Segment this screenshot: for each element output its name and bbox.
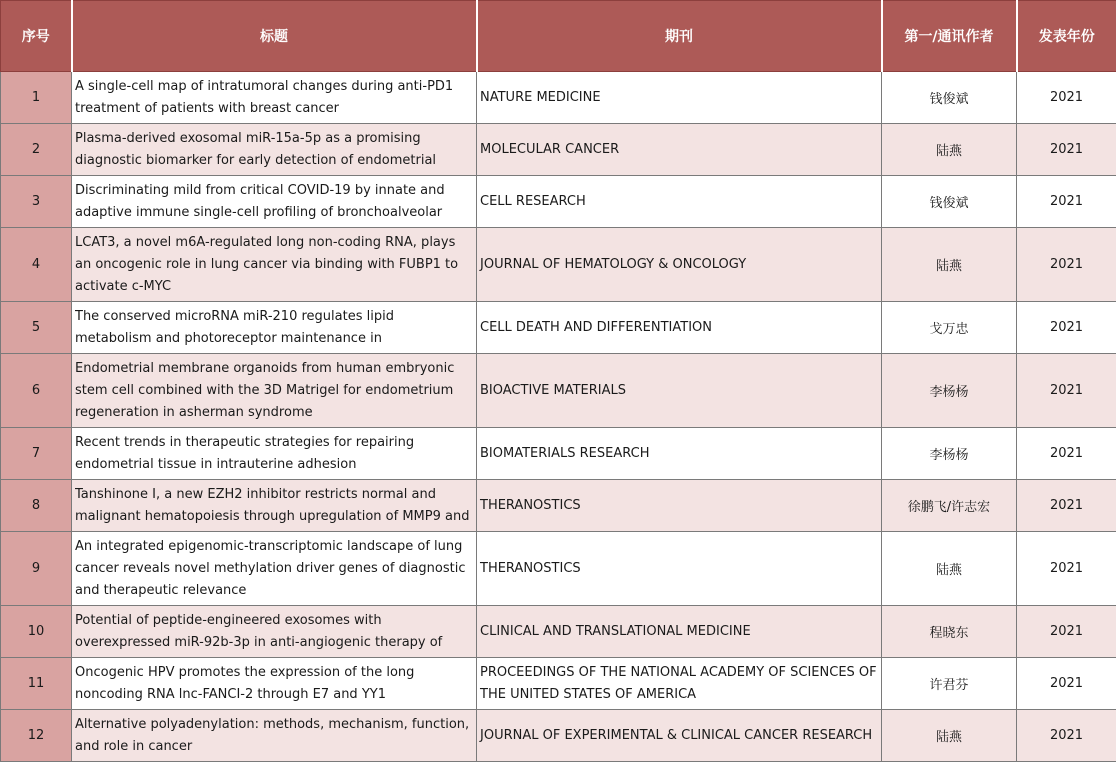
journal-name-cell xyxy=(477,72,882,124)
journal-name-cell xyxy=(477,480,882,532)
journal-name: BIOACTIVE MATERIALS xyxy=(480,383,626,398)
header-author: 第一/通讯作者 xyxy=(882,1,1017,72)
author-name-cell xyxy=(882,710,1017,762)
author-name: 陆燕 xyxy=(936,259,962,274)
author-name: 钱俊斌 xyxy=(929,196,968,211)
row-number: 6 xyxy=(32,383,40,398)
journal-name: BIOMATERIALS RESEARCH xyxy=(480,446,649,461)
author-name-cell xyxy=(882,532,1017,606)
row-number-cell xyxy=(1,176,72,228)
header-year: 发表年份 xyxy=(1017,1,1116,72)
publication-year: 2021 xyxy=(1050,383,1083,398)
publication-year: 2021 xyxy=(1050,257,1083,272)
author-name-cell xyxy=(882,302,1017,354)
author-name-cell xyxy=(882,72,1017,124)
paper-title-cell xyxy=(72,302,477,354)
row-number-cell xyxy=(1,354,72,428)
table-row xyxy=(1,72,1116,124)
author-name: 李杨杨 xyxy=(929,385,968,400)
publication-year: 2021 xyxy=(1050,320,1083,335)
row-number-cell xyxy=(1,480,72,532)
author-name-cell xyxy=(882,228,1017,302)
table-row xyxy=(1,302,1116,354)
author-name-cell xyxy=(882,480,1017,532)
row-number-cell xyxy=(1,658,72,710)
paper-title-cell xyxy=(72,72,477,124)
paper-title-cell xyxy=(72,354,477,428)
paper-title: The conserved microRNA miR-210 regulates lipid metabolism and photoreceptor maintenance in xyxy=(75,306,473,350)
publication-year-cell xyxy=(1017,176,1116,228)
journal-name: THERANOSTICS xyxy=(480,561,581,576)
publication-year-cell xyxy=(1017,658,1116,710)
author-name-cell xyxy=(882,176,1017,228)
paper-title-cell xyxy=(72,606,477,658)
author-name: 李杨杨 xyxy=(929,448,968,463)
table-row xyxy=(1,124,1116,176)
header-journal: 期刊 xyxy=(477,1,882,72)
table-row xyxy=(1,480,1116,532)
paper-title-cell xyxy=(72,480,477,532)
publication-year: 2021 xyxy=(1050,676,1083,691)
journal-name-cell xyxy=(477,532,882,606)
paper-title-cell xyxy=(72,710,477,762)
paper-title: An integrated epigenomic-transcriptomic landscape of lung cancer reveals novel methylation driver genes of diagnostic and therapeutic relevance xyxy=(75,536,473,602)
row-number-cell xyxy=(1,606,72,658)
publication-year-cell xyxy=(1017,710,1116,762)
row-number-cell xyxy=(1,302,72,354)
journal-name: CLINICAL AND TRANSLATIONAL MEDICINE xyxy=(480,624,751,639)
journal-name-cell xyxy=(477,302,882,354)
journal-name-cell xyxy=(477,228,882,302)
table-row xyxy=(1,658,1116,710)
table-row xyxy=(1,176,1116,228)
journal-name: MOLECULAR CANCER xyxy=(480,142,619,157)
publication-year: 2021 xyxy=(1050,561,1083,576)
row-number-cell xyxy=(1,710,72,762)
paper-title-cell xyxy=(72,124,477,176)
author-name: 戈万忠 xyxy=(929,322,968,337)
author-name: 陆燕 xyxy=(936,144,962,159)
journal-name: NATURE MEDICINE xyxy=(480,90,601,105)
paper-title-cell xyxy=(72,176,477,228)
header-no: 序号 xyxy=(1,1,72,72)
publication-year-cell xyxy=(1017,302,1116,354)
publication-year-cell xyxy=(1017,532,1116,606)
author-name: 陆燕 xyxy=(936,563,962,578)
author-name: 钱俊斌 xyxy=(929,92,968,107)
paper-title: Alternative polyadenylation: methods, mechanism, function, and role in cancer xyxy=(75,714,473,758)
journal-name-cell xyxy=(477,658,882,710)
journal-name: CELL DEATH AND DIFFERENTIATION xyxy=(480,320,712,335)
paper-title: Discriminating mild from critical COVID-19 by innate and adaptive immune single-cell profiling of bronchoalveolar xyxy=(75,180,473,224)
journal-name-cell xyxy=(477,176,882,228)
row-number: 9 xyxy=(32,561,40,576)
publication-year-cell xyxy=(1017,480,1116,532)
author-name-cell xyxy=(882,354,1017,428)
paper-title: LCAT3, a novel m6A-regulated long non-coding RNA, plays an oncogenic role in lung cancer via binding with FUBP1 to activate c-MYC xyxy=(75,232,473,298)
table-row xyxy=(1,228,1116,302)
row-number-cell xyxy=(1,532,72,606)
row-number: 1 xyxy=(32,90,40,105)
header-title: 标题 xyxy=(72,1,477,72)
row-number: 2 xyxy=(32,142,40,157)
row-number: 11 xyxy=(28,676,45,691)
paper-title: Tanshinone I, a new EZH2 inhibitor restricts normal and malignant hematopoiesis through upregulation of MMP9 and xyxy=(75,484,473,528)
paper-title: Plasma-derived exosomal miR-15a-5p as a promising diagnostic biomarker for early detection of endometrial xyxy=(75,128,473,172)
author-name-cell xyxy=(882,124,1017,176)
journal-name-cell xyxy=(477,124,882,176)
paper-title: Recent trends in therapeutic strategies for repairing endometrial tissue in intrauterine adhesion xyxy=(75,432,473,476)
publication-year-cell xyxy=(1017,606,1116,658)
header-row xyxy=(1,1,1116,72)
row-number-cell xyxy=(1,428,72,480)
journal-name-cell xyxy=(477,710,882,762)
journal-name-cell xyxy=(477,354,882,428)
author-name: 许君芬 xyxy=(929,678,968,693)
journal-name: PROCEEDINGS OF THE NATIONAL ACADEMY OF SCIENCES OF THE UNITED STATES OF AMERICA xyxy=(480,665,877,702)
row-number: 4 xyxy=(32,257,40,272)
publication-year: 2021 xyxy=(1050,142,1083,157)
publication-year: 2021 xyxy=(1050,194,1083,209)
publication-year-cell xyxy=(1017,354,1116,428)
journal-name-cell xyxy=(477,428,882,480)
publication-year: 2021 xyxy=(1050,624,1083,639)
journal-name: CELL RESEARCH xyxy=(480,194,586,209)
paper-title: Endometrial membrane organoids from human embryonic stem cell combined with the 3D Matrigel for endometrium regeneration in asherman syndrome xyxy=(75,358,473,424)
row-number-cell xyxy=(1,124,72,176)
table-row xyxy=(1,354,1116,428)
row-number: 8 xyxy=(32,498,40,513)
publication-year-cell xyxy=(1017,72,1116,124)
table-row xyxy=(1,606,1116,658)
paper-title-cell xyxy=(72,658,477,710)
paper-title: A single-cell map of intratumoral changes during anti-PD1 treatment of patients with breast cancer xyxy=(75,76,473,120)
publication-year-cell xyxy=(1017,124,1116,176)
table-row xyxy=(1,532,1116,606)
table-row xyxy=(1,428,1116,480)
publication-year-cell xyxy=(1017,428,1116,480)
paper-title: Oncogenic HPV promotes the expression of the long noncoding RNA lnc-FANCI-2 through E7 and YY1 xyxy=(75,662,473,706)
author-name: 徐鹏飞/许志宏 xyxy=(908,500,990,515)
journal-name: JOURNAL OF HEMATOLOGY & ONCOLOGY xyxy=(480,257,746,272)
publication-year: 2021 xyxy=(1050,90,1083,105)
row-number: 12 xyxy=(28,728,45,743)
journal-name-cell xyxy=(477,606,882,658)
paper-title-cell xyxy=(72,428,477,480)
author-name-cell xyxy=(882,606,1017,658)
row-number-cell xyxy=(1,72,72,124)
author-name-cell xyxy=(882,658,1017,710)
row-number: 3 xyxy=(32,194,40,209)
publication-year-cell xyxy=(1017,228,1116,302)
publication-year: 2021 xyxy=(1050,728,1083,743)
row-number: 5 xyxy=(32,320,40,335)
row-number-cell xyxy=(1,228,72,302)
author-name: 程晓东 xyxy=(929,626,968,641)
paper-title-cell xyxy=(72,532,477,606)
table-row xyxy=(1,710,1116,762)
journal-name: THERANOSTICS xyxy=(480,498,581,513)
row-number: 10 xyxy=(28,624,45,639)
journal-name: JOURNAL OF EXPERIMENTAL & CLINICAL CANCER RESEARCH xyxy=(480,728,872,743)
publication-year: 2021 xyxy=(1050,498,1083,513)
author-name-cell xyxy=(882,428,1017,480)
author-name: 陆燕 xyxy=(936,730,962,745)
publication-year: 2021 xyxy=(1050,446,1083,461)
row-number: 7 xyxy=(32,446,40,461)
paper-title: Potential of peptide-engineered exosomes with overexpressed miR-92b-3p in anti-angiogenic therapy of xyxy=(75,610,473,654)
paper-title-cell xyxy=(72,228,477,302)
